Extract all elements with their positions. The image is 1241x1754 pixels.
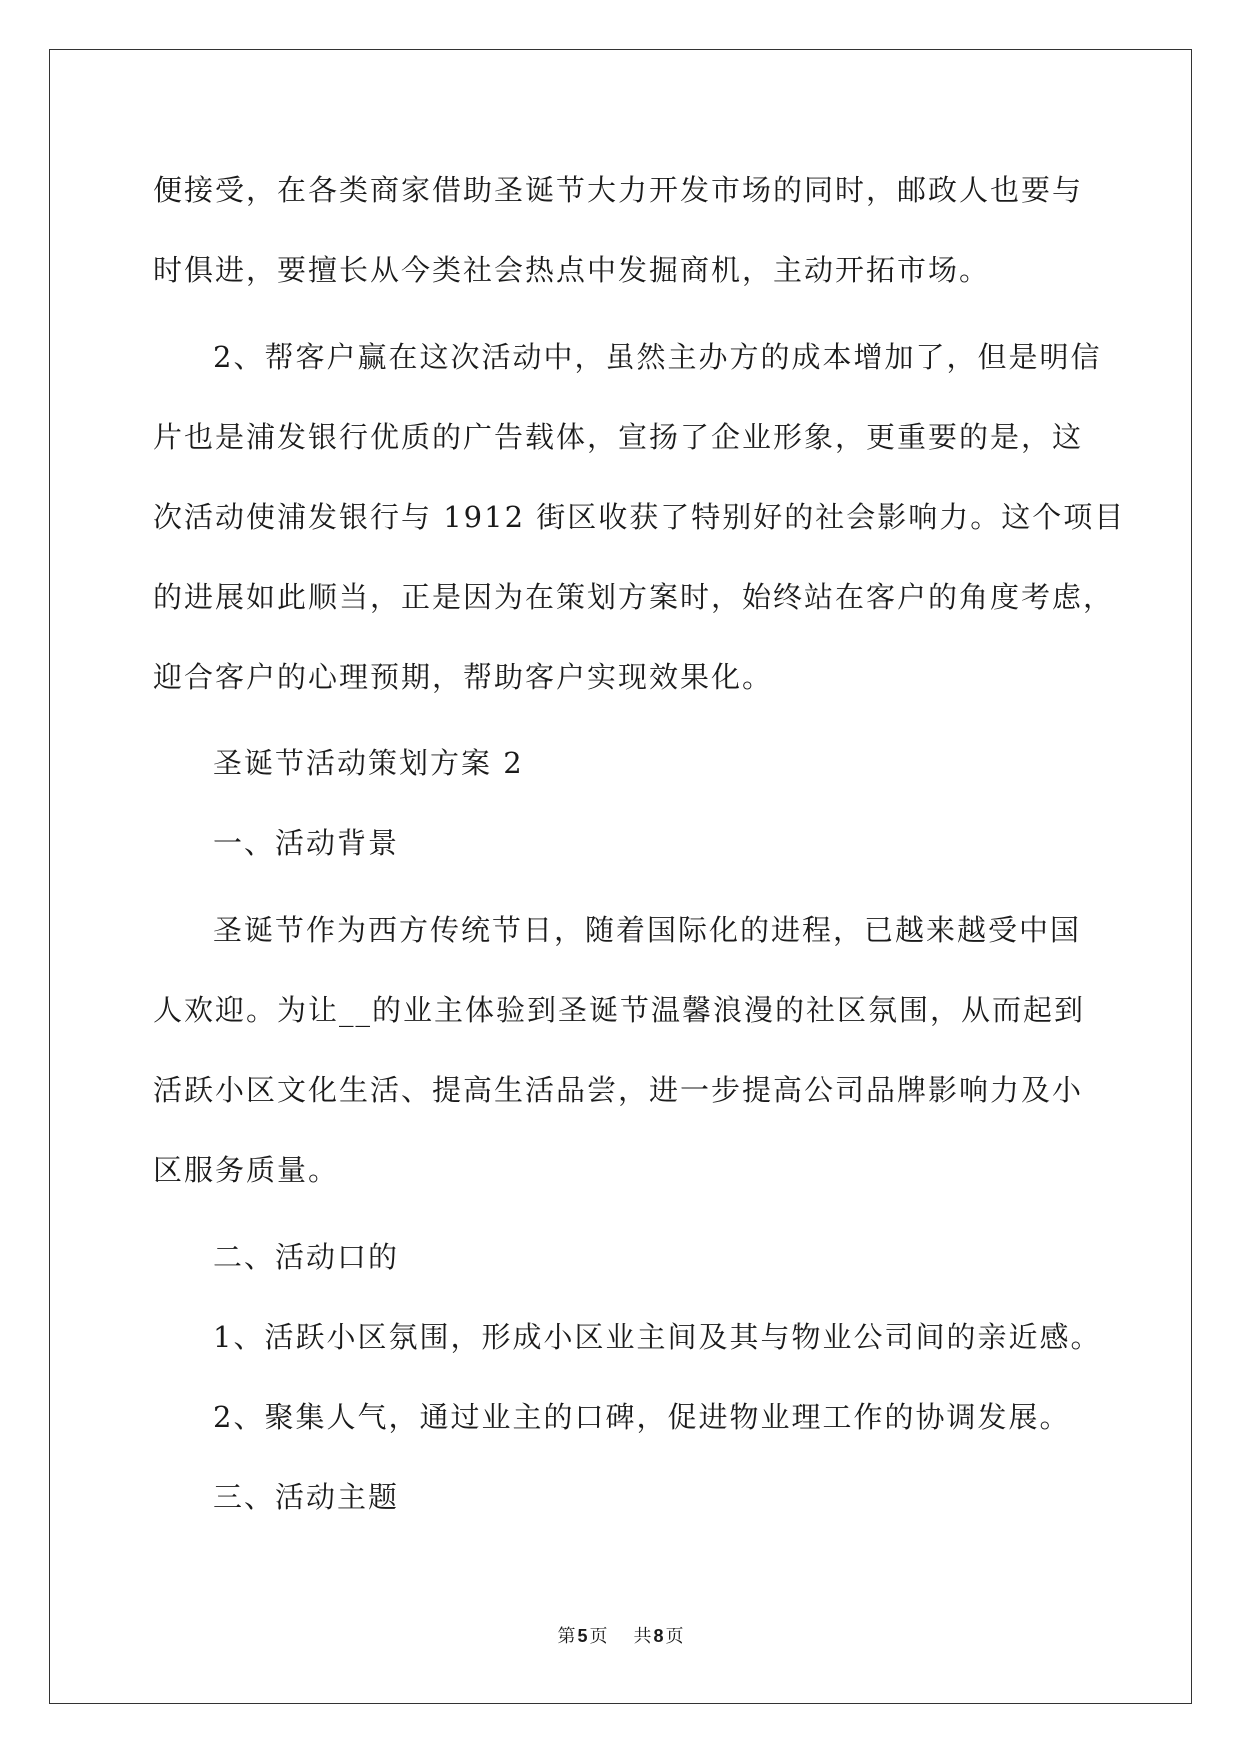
footer-total-prefix: 共 [633,1626,652,1647]
footer-page-word: 页 [589,1626,608,1647]
heading-background: 一、活动背景 [213,826,400,860]
page-footer [0,1622,1241,1648]
section-title: 圣诞节活动策划方案 2 [213,746,524,780]
text-line-7: 迎合客户的心理预期，帮助客户实现效果化。 [153,660,774,694]
text-line-1: 便接受，在各类商家借助圣诞节大力开发市场的同时，邮政人也要与 [153,173,1084,207]
text-line-2: 时俱进，要擅长从今类社会热点中发掘商机，主动开拓市场。 [153,253,991,287]
text-line-5: 次活动使浦发银行与 1912 街区收获了特别好的社会影响力。这个项目 [153,500,1126,534]
text-line-12: 活跃小区文化生活、提高生活品尝，进一步提高公司品牌影响力及小 [153,1073,1084,1107]
text-line-13: 区服务质量。 [153,1153,340,1187]
text-line-3: 2、帮客户赢在这次活动中，虽然主办方的成本增加了，但是明信 [213,340,1102,374]
text-line-6: 的进展如此顺当，正是因为在策划方案时，始终站在客户的角度考虑， [153,580,1115,614]
footer-prefix: 第 [557,1626,576,1647]
page-border [49,49,1192,1704]
text-line-10: 圣诞节作为西方传统节日，随着国际化的进程，已越来越受中国 [213,913,1082,947]
heading-theme: 三、活动主题 [213,1480,400,1514]
text-line-15: 1、活跃小区氛围，形成小区业主间及其与物业公司间的亲近感。 [213,1320,1102,1354]
total-pages-number: 8 [653,1626,664,1646]
footer-total-suffix: 页 [665,1626,684,1647]
text-line-16: 2、聚集人气，通过业主的口碑，促进物业理工作的协调发展。 [213,1400,1071,1434]
heading-purpose: 二、活动口的 [213,1240,400,1274]
text-line-4: 片也是浦发银行优质的广告载体，宣扬了企业形象，更重要的是，这 [153,420,1084,454]
text-line-11: 人欢迎。为让__的业主体验到圣诞节温馨浪漫的社区氛围，从而起到 [153,993,1086,1027]
current-page-number: 5 [577,1626,588,1646]
